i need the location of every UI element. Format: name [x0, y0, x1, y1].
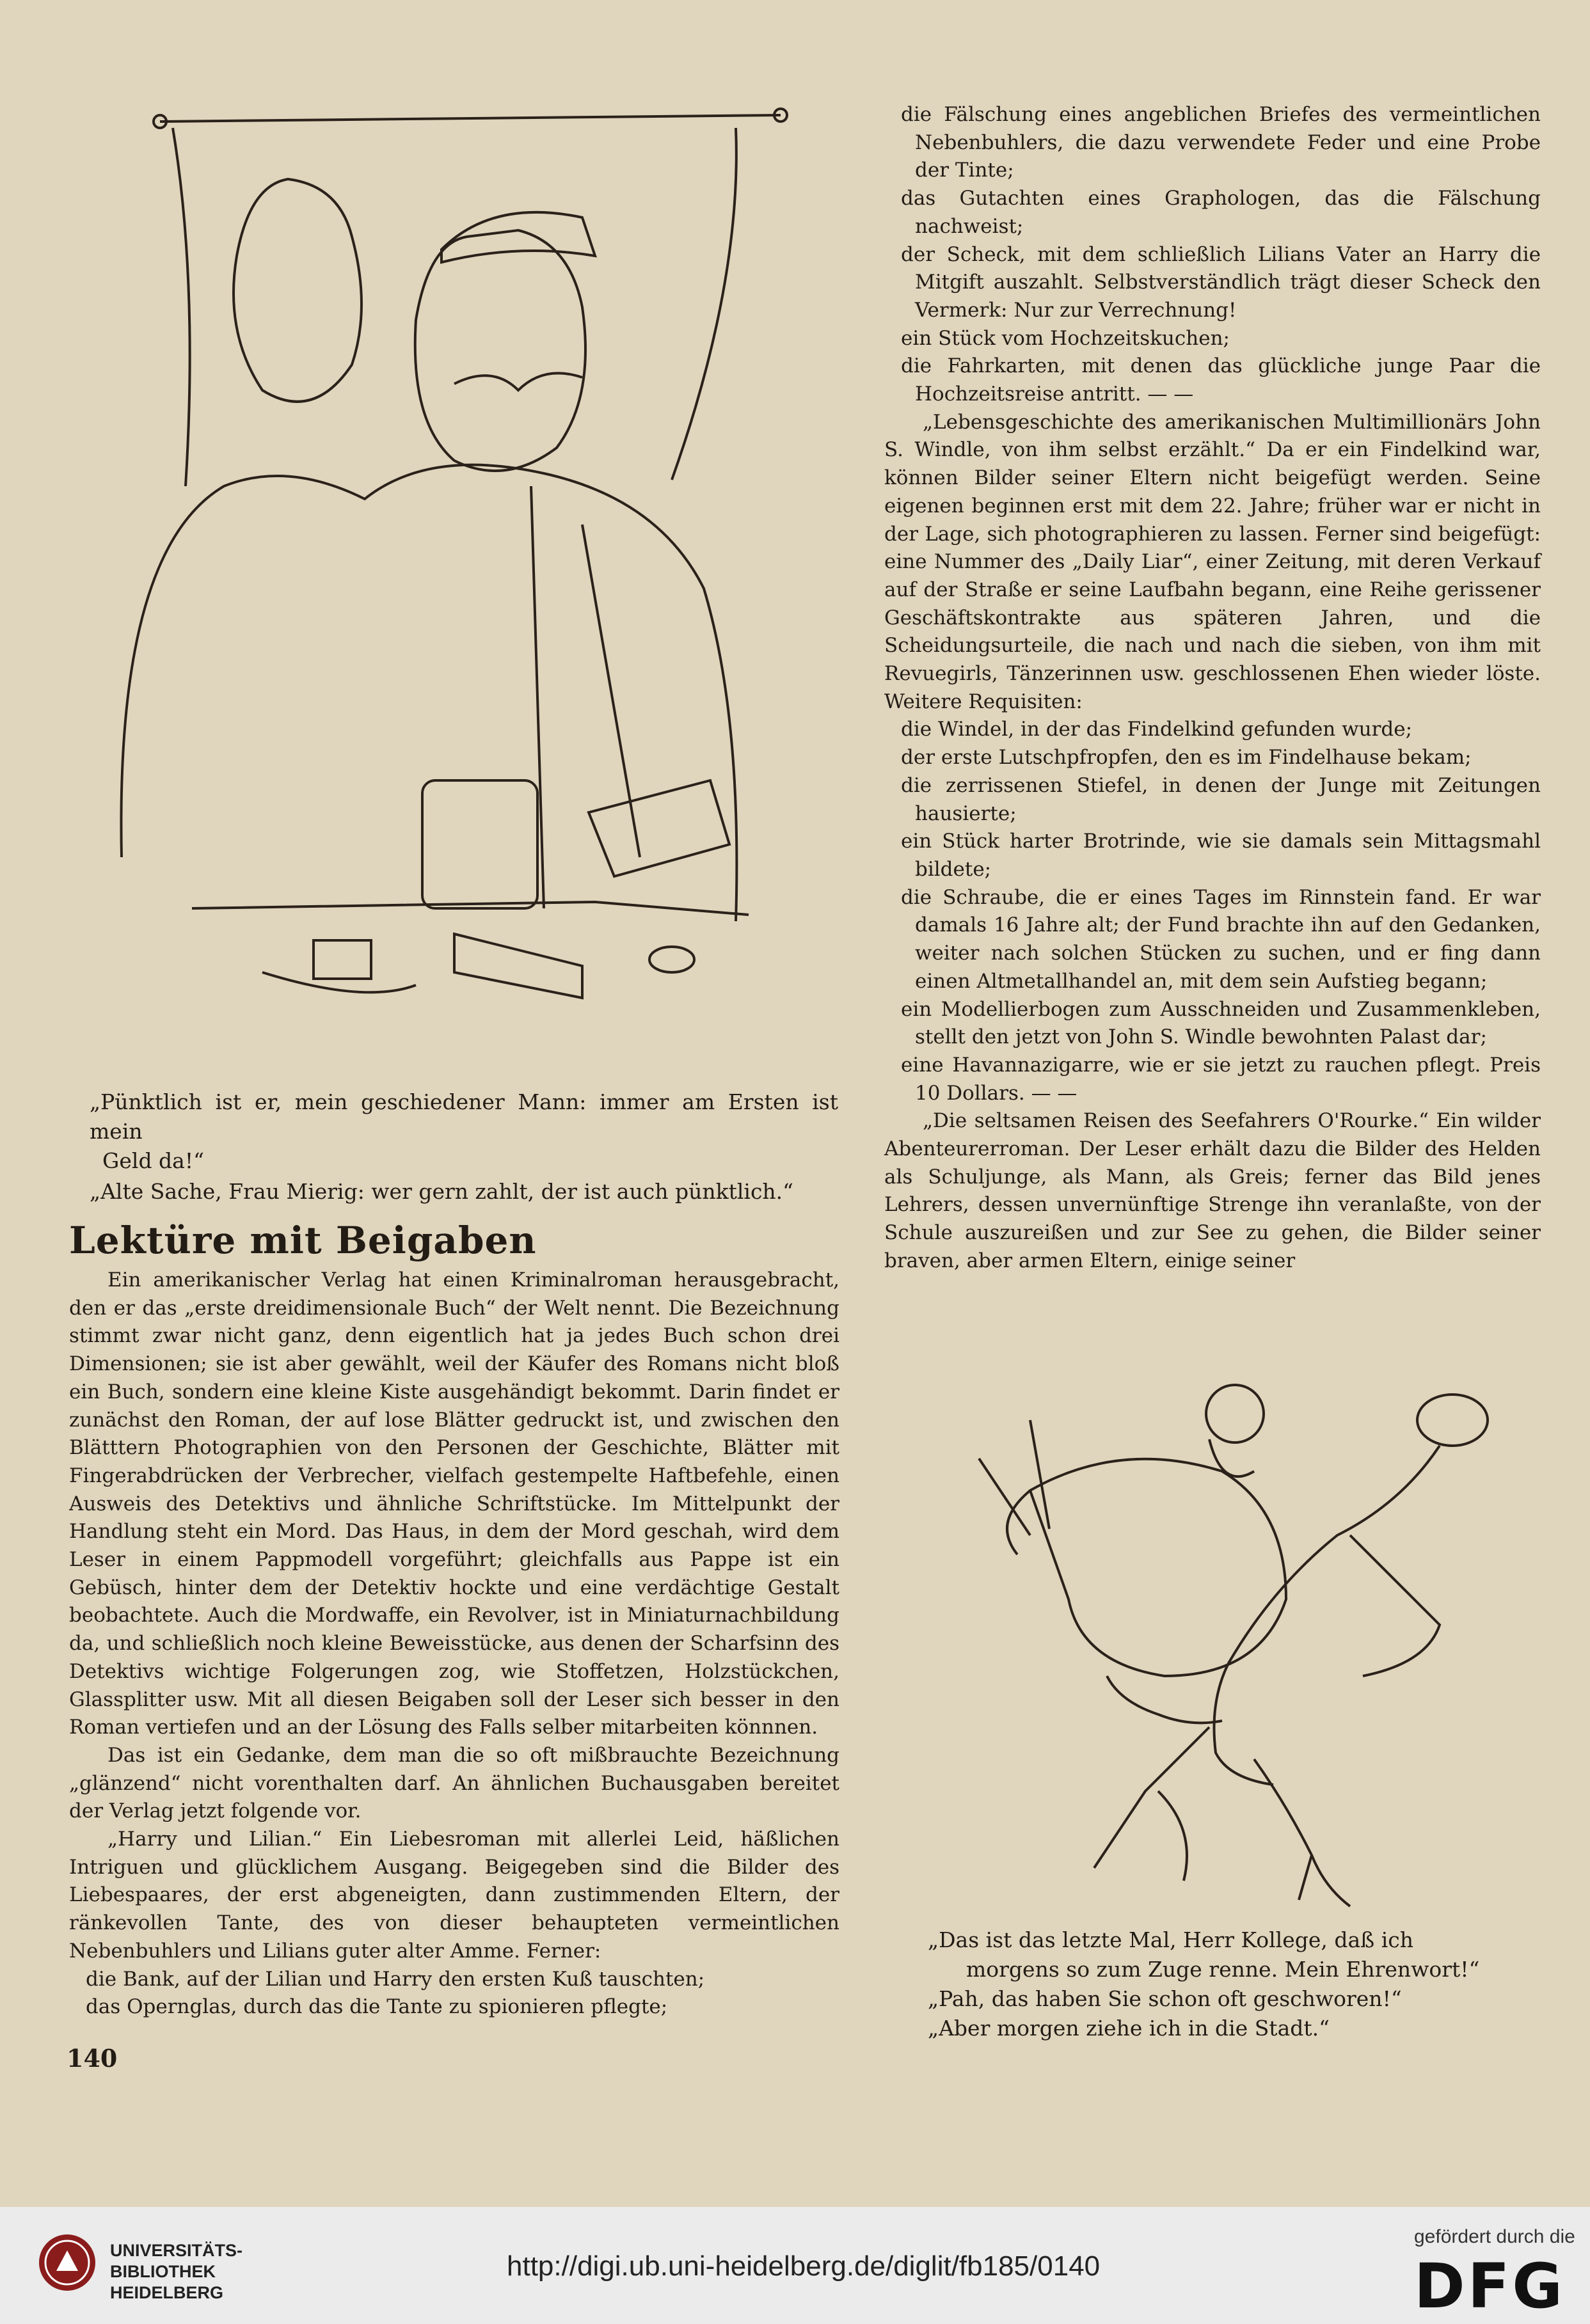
right-column	[884, 101, 1541, 1276]
paragraph: „Lebensgeschichte des amerikanischen Multimillionärs John S. Windle, von ihm selbst erzählt.“ Da er ein Findelkind war, können Bilder seiner Eltern nicht beigefügt werden. Seine eigenen beginnen erst mit dem 22. Jahre; früher war er nicht in der Lage, sich photographieren zu lassen. Ferner sind beigefügt: eine Nummer des „Daily Liar“, einer Zeitung, mit deren Verkauf auf der Straße er seine Laufbahn begann, eine Reihe gerissener Geschäftskontrakte aus späteren Jahren, und die Scheidungsurteile, die nach und nach die sieben, von ihm mit Revuegirls, Tänzerinnen usw. geschlossenen Ehen wieder löste. Weitere Requisiten:	[884, 410, 1541, 713]
source-url-link[interactable]: http://digi.ub.uni-heidelberg.de/diglit/fb185/0140	[507, 2250, 1101, 2282]
list-item: ein Modellierbogen zum Ausschneiden und Zusammenkleben, stellt den jetzt von John S. Windle bewohnten Palast dar;	[901, 997, 1541, 1049]
list-item: eine Havannazigarre, wie er sie jetzt zu rauchen pflegt. Preis 10 Dollars. — —	[901, 1053, 1541, 1105]
caption-bottom	[928, 1925, 1542, 2043]
caption-bottom-line: „Das ist das letzte Mal, Herr Kollege, daß ich	[928, 1927, 1413, 1952]
caption-top	[90, 1087, 838, 1206]
library-line: UNIVERSITÄTS-	[110, 2241, 243, 2260]
list-item: das Opernglas, durch das die Tante zu spionieren pflegte;	[86, 1995, 668, 2019]
illustration-bottom-drawing	[953, 1343, 1504, 1919]
caption-bottom-line: morgens so zum Zuge renne. Mein Ehrenwort!“	[966, 1957, 1480, 1982]
caption-top-line: „Alte Sache, Frau Mierig: wer gern zahlt, der ist auch pünktlich.“	[90, 1179, 794, 1204]
illustration-top-drawing	[96, 90, 806, 1049]
list-item: die Schraube, die er eines Tages im Rinnstein fand. Er war damals 16 Jahre alt; der Fund brachte ihn auf den Gedanken, weiter nach solchen Stücken zu suchen, und er fing dann einen Altmetallhandel an, mit dem sein Aufstieg begann;	[901, 885, 1541, 993]
list-item: die Windel, in der das Findelkind gefunden wurde;	[901, 718, 1413, 741]
list-item: die Bank, auf der Lilian und Harry den ersten Kuß tauschten;	[86, 1967, 705, 1991]
left-column	[69, 1267, 839, 2021]
list-item: die Fälschung eines angeblichen Briefes des vermeintlichen Nebenbuhlers, die dazu verwendete Feder und eine Probe der Tinte;	[901, 103, 1541, 182]
list-item: ein Stück vom Hochzeitskuchen;	[901, 326, 1230, 350]
university-seal-icon	[37, 2233, 98, 2293]
paragraph: „Die seltsamen Reisen des Seefahrers O'Rourke.“ Ein wilder Abenteurerroman. Der Leser erhält dazu die Bilder des Helden als Schuljunge, als Mann, als Greis; ferner das Bild jenes Lehrers, dessen unvernünftige Strenge ihn veranlaßte, von der Schule auszureißen und zur See zu gehen, die Bilder seiner braven, aber armen Eltern, einige seiner	[884, 1109, 1541, 1272]
footer-bar	[0, 2207, 1590, 2324]
caption-top-line: „Pünktlich ist er, mein geschiedener Mann: immer am Ersten ist mein	[90, 1089, 838, 1144]
library-name	[110, 2240, 242, 2304]
article-heading: Lektüre mit Beigaben	[69, 1219, 537, 1262]
list-item: die zerrissenen Stiefel, in denen der Junge mit Zeitungen hausierte;	[901, 773, 1541, 825]
paragraph: Das ist ein Gedanke, dem man die so oft mißbrauchte Bezeichnung „glänzend“ nicht vorenthalten darf. An ähnlichen Buchausgaben bereitet der Verlag jetzt folgende vor.	[69, 1743, 839, 1823]
list-item: ein Stück harter Brotrinde, wie sie damals sein Mittagsmahl bildete;	[901, 830, 1541, 881]
caption-bottom-line: „Pah, das haben Sie schon oft geschworen!“	[928, 1986, 1402, 2011]
illustration-top	[96, 90, 806, 1049]
paragraph: Ein amerikanischer Verlag hat einen Kriminalroman herausgebracht, den er das „erste dreidimensionale Buch“ der Welt nennt. Die Bezeichnung stimmt zwar nicht ganz, denn eigentlich hat ja jedes Buch schon drei Dimensionen; sie ist aber gewählt, weil der Käufer des Romans nicht bloß ein Buch, sondern eine kleine Kiste ausgehändigt bekommt. Darin findet er zunächst den Roman, der auf lose Blätter gedruckt ist, und zwischen den Blätttern Photographien von den Personen der Geschichte, Blätter mit Fingerabdrücken der Verbrecher, vielfach gestempelte Haftbefehle, einen Ausweis des Detektivs und ähnliche Schriftstücke. Im Mittelpunkt der Handlung steht ein Mord. Das Haus, in dem der Mord geschah, wird dem Leser in einem Pappmodell vorgeführt; gleichfalls aus Pappe ist ein Gebüsch, hinter dem der Detektiv hockte und eine verdächtige Gestalt beobachtete. Auch die Mordwaffe, ein Revolver, ist in Miniaturnachbildung da, und schließlich noch kleine Beweisstücke, aus denen der Scharfsinn des Detektivs wichtige Folgerungen zog, wie Stoffetzen, Holzstückchen, Glassplitter usw. Mit all diesen Beigaben soll der Leser sich besser in den Roman vertiefen und an der Lösung des Falls selber mitarbeiten könnnen.	[69, 1269, 839, 1739]
list-item: die Fahrkarten, mit denen das glückliche junge Paar die Hochzeitsreise antritt. — —	[901, 354, 1541, 406]
caption-top-line: Geld da!“	[102, 1148, 204, 1173]
illustration-bottom	[953, 1343, 1504, 1919]
page-number: 140	[67, 2044, 118, 2073]
list-item: der erste Lutschpfropfen, den es im Findelhause bekam;	[901, 746, 1472, 770]
library-line: BIBLIOTHEK	[110, 2262, 216, 2281]
list-item: der Scheck, mit dem schließlich Lilians Vater an Harry die Mitgift auszahlt. Selbstverständlich trägt dieser Scheck den Vermerk: Nur zur Verrechnung!	[901, 242, 1541, 322]
list-item: das Gutachten eines Graphologen, das die Fälschung nachweist;	[901, 187, 1541, 238]
library-line: HEIDELBERG	[110, 2283, 224, 2302]
funded-by-label: gefördert durch die	[1414, 2226, 1575, 2247]
caption-bottom-line: „Aber morgen ziehe ich in die Stadt.“	[928, 2016, 1330, 2041]
dfg-logo: DFG	[1414, 2250, 1566, 2322]
paragraph: „Harry und Lilian.“ Ein Liebesroman mit allerlei Leid, häßlichen Intriguen und glücklichem Ausgang. Beigegeben sind die Bilder des Liebespaares, der erst abgeneigten, dann zustimmenden Eltern, der ränkevollen Tante, des von dieser behaupteten vermeintlichen Nebenbuhlers und Lilians guter alter Amme. Ferner:	[69, 1828, 839, 1963]
